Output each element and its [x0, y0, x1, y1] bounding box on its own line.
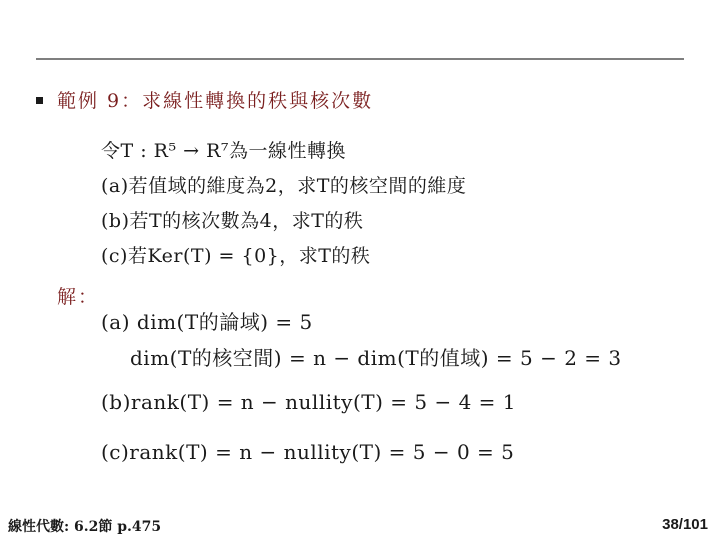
page-number: 38/101: [662, 516, 708, 533]
problem-line-2: (a)若值域的維度為2，求T的核空間的維度: [101, 175, 467, 197]
footer-course-reference: 線性代數: 6.2節 p.475: [8, 519, 162, 535]
solution-b: (b)rank(T) = n − nullity(T) = 5 − 4 = 1: [101, 390, 516, 414]
solution-a-line-1: (a) dim(T的論域) = 5: [101, 310, 313, 334]
solution-label: 解：: [57, 286, 100, 308]
example-heading: 範例 9：求線性轉換的秩與核次數: [57, 90, 374, 112]
solution-c: (c)rank(T) = n − nullity(T) = 5 − 0 = 5: [101, 440, 515, 464]
problem-line-3: (b)若T的核次數為4，求T的秩: [101, 210, 364, 232]
solution-a-line-2: dim(T的核空間) = n − dim(T的值域) = 5 − 2 = 3: [130, 346, 622, 370]
bullet-icon: [36, 97, 43, 104]
title-divider: [36, 58, 684, 60]
problem-line-4: (c)若Ker(T) = {0}，求T的秩: [101, 245, 371, 267]
problem-line-1: 令T : R⁵ → R⁷為一線性轉換: [101, 140, 346, 162]
